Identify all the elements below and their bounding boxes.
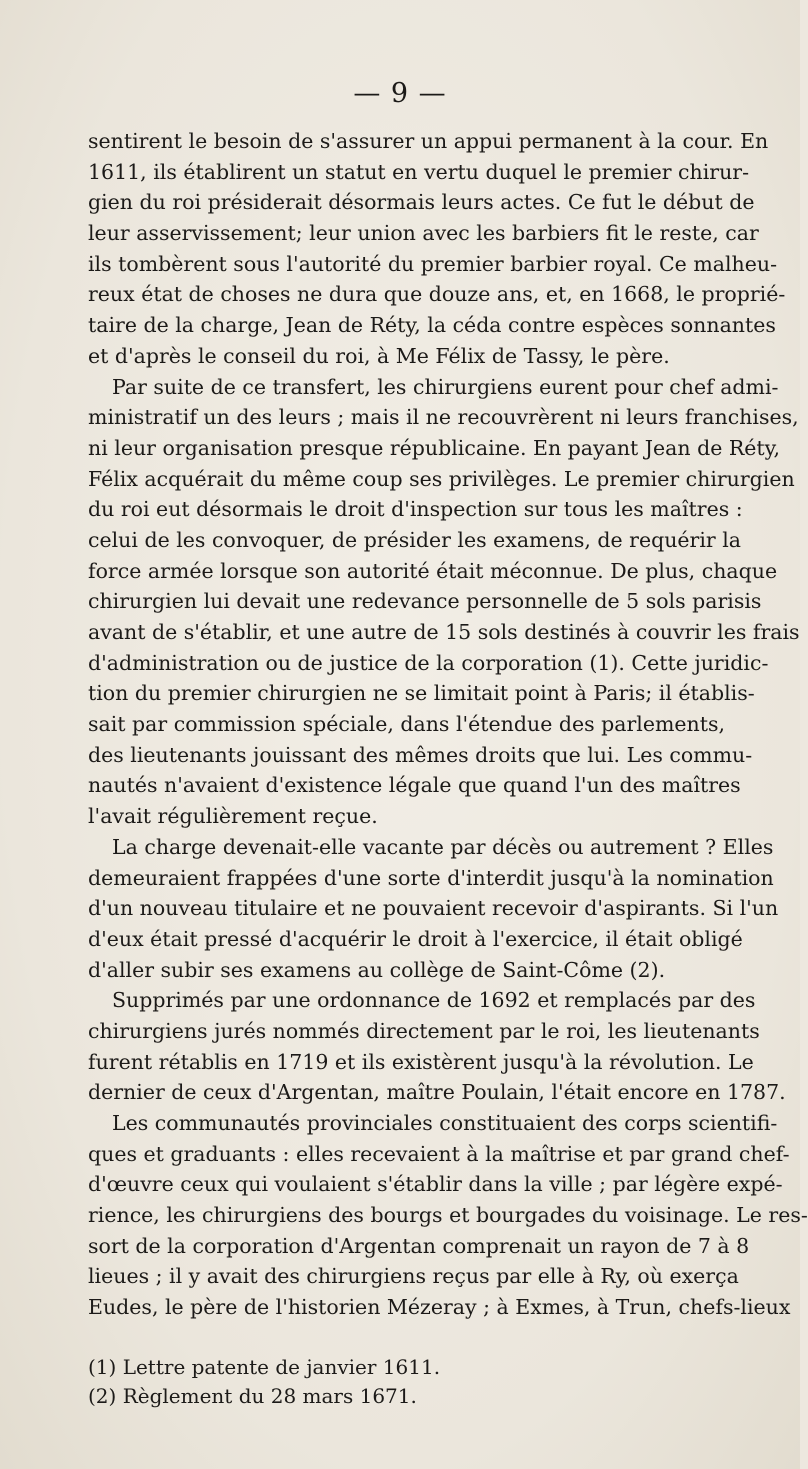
text-line: dernier de ceux d'Argentan, maître Poulain, l'était encore en 1787. bbox=[88, 1080, 786, 1105]
text-line: chirurgiens jurés nommés directement par le roi, les lieutenants bbox=[88, 1018, 760, 1043]
text-line: reux état de choses ne dura que douze ans, et, en 1668, le proprié- bbox=[88, 282, 786, 307]
text-line: chirurgien lui devait une redevance personnelle de 5 sols parisis bbox=[88, 589, 762, 614]
text-line: force armée lorsque son autorité était méconnue. De plus, chaque bbox=[88, 558, 778, 583]
text-line: celui de les convoquer, de présider les examens, de requérir la bbox=[88, 527, 741, 552]
text-line: sentirent le besoin de s'assurer un appui permanent à la cour. En bbox=[88, 129, 769, 153]
text-line: gien du roi présiderait désormais leurs actes. Ce fut le début de bbox=[88, 190, 755, 215]
text-line: ministratif un des leurs ; mais il ne recouvrèrent ni leurs franchises, bbox=[88, 405, 799, 430]
text-line: et d'après le conseil du roi, à Me Félix de Tassy, le père. bbox=[88, 343, 670, 368]
text-line: La charge devenait-elle vacante par décès ou autrement ? Elles bbox=[112, 834, 774, 859]
body-text bbox=[88, 126, 808, 1323]
text-line: d'un nouveau titulaire et ne pouvaient recevoir d'aspirants. Si l'un bbox=[88, 896, 779, 921]
text-line: des lieutenants jouissant des mêmes droits que lui. Les commu- bbox=[88, 742, 753, 767]
text-line: Supprimés par une ordonnance de 1692 et remplacés par des bbox=[112, 988, 756, 1013]
footnote: (1) Lettre patente de janvier 1611. bbox=[88, 1355, 441, 1379]
text-line: demeuraient frappées d'une sorte d'interdit jusqu'à la nomination bbox=[88, 865, 774, 890]
text-line: rience, les chirurgiens des bourgs et bourgades du voisinage. Le res- bbox=[88, 1203, 808, 1228]
text-line: avant de s'établir, et une autre de 15 sols destinés à couvrir les frais bbox=[88, 620, 800, 644]
text-line: d'eux était pressé d'acquérir le droit à l'exercice, il était obligé bbox=[88, 926, 743, 951]
text-line: Les communautés provinciales constituaient des corps scientifi- bbox=[112, 1111, 778, 1135]
text-line: ques et graduants : elles recevaient à la maîtrise et par grand chef- bbox=[88, 1141, 790, 1166]
text-line: ils tombèrent sous l'autorité du premier barbier royal. Ce malheu- bbox=[88, 251, 778, 276]
text-line: ni leur organisation presque républicaine. En payant Jean de Réty, bbox=[88, 435, 781, 460]
text-line: d'administration ou de justice de la corporation (1). Cette juridic- bbox=[88, 650, 769, 675]
text-line: sort de la corporation d'Argentan comprenait un rayon de 7 à 8 bbox=[88, 1233, 750, 1258]
text-line: lieues ; il y avait des chirurgiens reçus par elle à Ry, où exerça bbox=[88, 1264, 739, 1289]
text-line: taire de la charge, Jean de Réty, la céda contre espèces sonnantes bbox=[88, 313, 776, 338]
text-line: leur asservissement; leur union avec les barbiers fit le reste, car bbox=[88, 221, 759, 246]
text-line: sait par commission spéciale, dans l'étendue des parlements, bbox=[88, 712, 726, 737]
text-line: du roi eut désormais le droit d'inspection sur tous les maîtres : bbox=[88, 497, 743, 522]
text-line: Félix acquérait du même coup ses privilèges. Le premier chirurgien bbox=[88, 466, 795, 491]
text-line: d'œuvre ceux qui voulaient s'établir dans la ville ; par légère expé- bbox=[88, 1172, 783, 1197]
footnote: (2) Règlement du 28 mars 1671. bbox=[88, 1384, 417, 1408]
text-line: furent rétablis en 1719 et ils existèrent jusqu'à la révolution. Le bbox=[88, 1049, 754, 1074]
text-line: 1611, ils établirent un statut en vertu duquel le premier chirur- bbox=[88, 159, 750, 184]
text-line: tion du premier chirurgien ne se limitait point à Paris; il établis- bbox=[88, 681, 755, 706]
page-number: — 9 — bbox=[353, 78, 447, 109]
text-line: Eudes, le père de l'historien Mézeray ; à Exmes, à Trun, chefs-lieux bbox=[88, 1295, 791, 1320]
text-line: nautés n'avaient d'existence légale que quand l'un des maîtres bbox=[88, 773, 741, 798]
text-line: Par suite de ce transfert, les chirurgiens eurent pour chef admi- bbox=[112, 374, 779, 399]
footnotes bbox=[88, 1353, 724, 1411]
text-line: d'aller subir ses examens au collège de Saint-Côme (2). bbox=[88, 957, 666, 982]
text-line: l'avait régulièrement reçue. bbox=[88, 804, 378, 829]
